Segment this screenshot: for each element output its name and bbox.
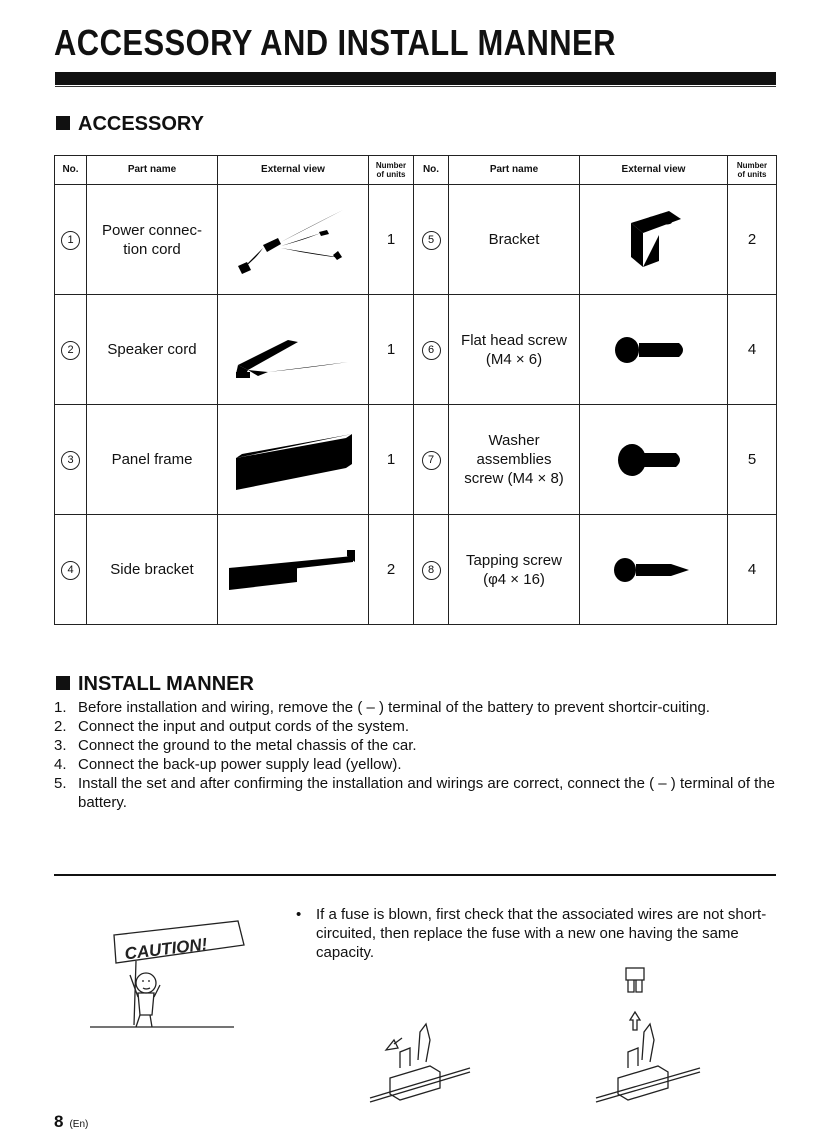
bracket-icon — [619, 205, 689, 275]
fuse-holder-right-icon — [590, 1010, 710, 1110]
bullet: • — [296, 906, 302, 923]
item-number: 3 — [55, 405, 87, 515]
part-name: Panel frame — [87, 405, 218, 515]
table-header-row — [55, 156, 777, 185]
external-view-tapping-screw — [580, 515, 728, 625]
side-bracket-icon — [223, 540, 363, 600]
title-rule — [55, 72, 776, 85]
external-view-side-bracket — [218, 515, 369, 625]
col-header-no: No. — [414, 156, 449, 185]
part-name: Tapping screw (φ4 × 16) — [449, 515, 580, 625]
install-manner-heading: INSTALL MANNER — [56, 673, 254, 696]
external-view-panel-frame — [218, 405, 369, 515]
speaker-cord-icon — [228, 310, 358, 390]
part-name: Power connec- tion cord — [87, 185, 218, 295]
item-number: 4 — [55, 515, 87, 625]
item-number: 1 — [55, 185, 87, 295]
list-item: 4. Connect the back-up power supply lead (yellow). — [54, 756, 402, 773]
col-header-number-of-units: Number of units — [369, 156, 414, 185]
flat-head-screw-icon — [609, 330, 699, 370]
part-name: Washer assemblies screw (M4 × 8) — [449, 405, 580, 515]
caution-sign-text: CAUTION! — [123, 934, 209, 964]
item-number: 6 — [414, 295, 449, 405]
external-view-power-cord — [218, 185, 369, 295]
units: 5 — [728, 405, 777, 515]
fuse-holder-left-icon — [360, 1010, 480, 1110]
col-header-part-name: Part name — [449, 156, 580, 185]
square-bullet-icon — [56, 116, 70, 130]
units: 2 — [728, 185, 777, 295]
units: 1 — [369, 295, 414, 405]
units: 4 — [728, 295, 777, 405]
item-number: 8 — [414, 515, 449, 625]
install-steps-list — [54, 698, 780, 812]
part-name: Flat head screw (M4 × 6) — [449, 295, 580, 405]
col-header-external-view: External view — [580, 156, 728, 185]
list-item: 2. Connect the input and output cords of the system. — [54, 718, 410, 735]
language-code: (En) — [69, 1119, 89, 1130]
part-name: Bracket — [449, 185, 580, 295]
item-number: 5 — [414, 185, 449, 295]
units: 1 — [369, 185, 414, 295]
page-number: 8 — [54, 1112, 64, 1131]
tapping-screw-icon — [609, 550, 699, 590]
external-view-speaker-cord — [218, 295, 369, 405]
table-row — [55, 405, 777, 515]
fuse-note: • If a fuse is blown, first check that the associated wires are not short-circuited, then replace the fuse with a new one having the same capacity. — [296, 906, 767, 961]
washer-assembly-screw-icon — [614, 438, 694, 482]
external-view-bracket — [580, 185, 728, 295]
units: 2 — [369, 515, 414, 625]
table-row — [55, 185, 777, 295]
col-header-part-name: Part name — [87, 156, 218, 185]
square-bullet-icon — [56, 676, 70, 690]
col-header-external-view: External view — [218, 156, 369, 185]
accessory-heading: ACCESSORY — [56, 113, 204, 136]
units: 1 — [369, 405, 414, 515]
table-row — [55, 515, 777, 625]
external-view-washer-screw — [580, 405, 728, 515]
item-number: 7 — [414, 405, 449, 515]
table-row — [55, 295, 777, 405]
col-header-number-of-units: Number of units — [728, 156, 777, 185]
page-footer — [54, 1112, 88, 1132]
page-title: ACCESSORY AND INSTALL MANNER — [54, 22, 616, 63]
panel-frame-icon — [228, 420, 358, 500]
part-name: Speaker cord — [87, 295, 218, 405]
col-header-no: No. — [55, 156, 87, 185]
accessory-table — [54, 155, 777, 625]
item-number: 2 — [55, 295, 87, 405]
caution-mascot-icon — [88, 915, 258, 1035]
list-item: 1. Before installation and wiring, remove the ( – ) terminal of the battery to prevent shortcir-cuiting. — [54, 699, 710, 716]
title-rule-thin — [55, 86, 776, 87]
power-connection-cord-icon — [233, 200, 353, 280]
external-view-flat-head-screw — [580, 295, 728, 405]
list-item: 5. Install the set and after confirming the installation and wirings are correct, connect the ( – ) terminal of the battery. — [54, 775, 776, 811]
section-divider — [54, 874, 776, 876]
units: 4 — [728, 515, 777, 625]
part-name: Side bracket — [87, 515, 218, 625]
list-item: 3. Connect the ground to the metal chassis of the car. — [54, 737, 417, 754]
